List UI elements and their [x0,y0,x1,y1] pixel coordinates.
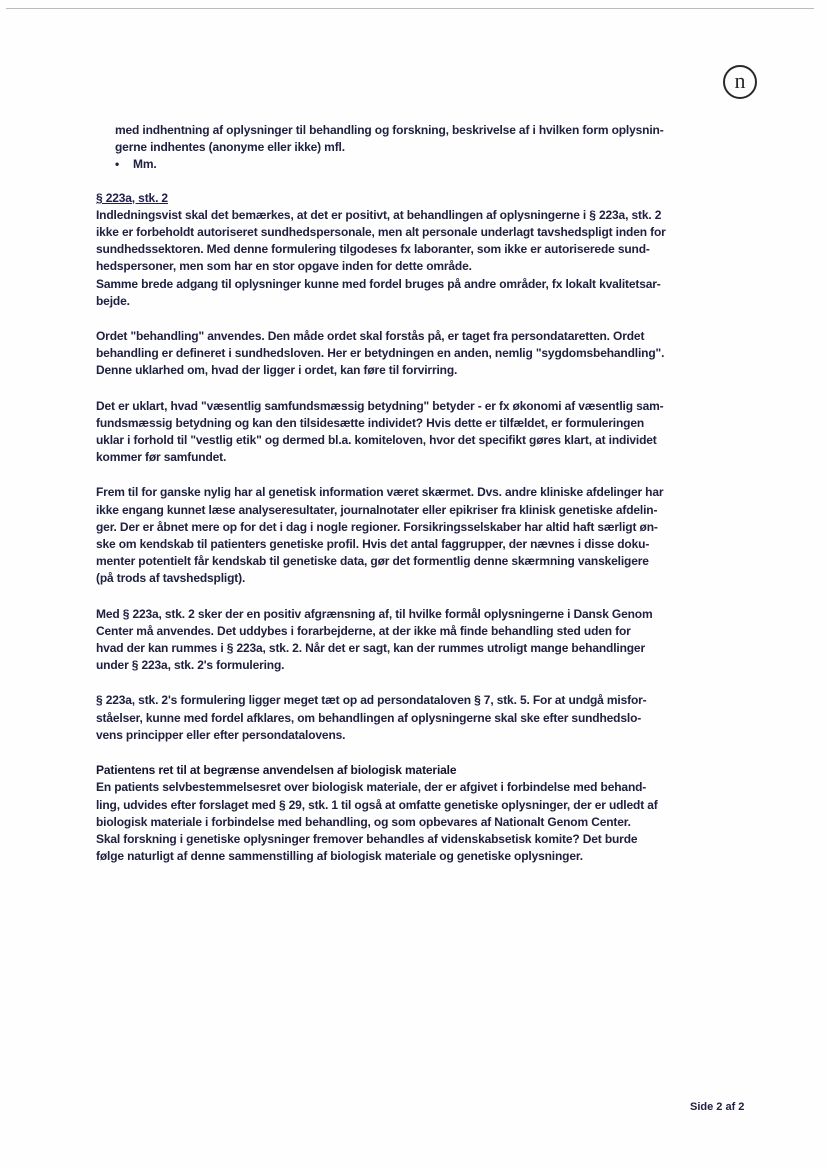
text-line: ger. Der er åbnet mere op for det i dag i nogle regioner. Forsikringsselskaber har altid haft særligt øn- [96,519,658,534]
text-line: Center må anvendes. Det uddybes i forarbejderne, at der ikke må finde behandling sted uden for [96,623,631,638]
text-line: fundsmæssig betydning og kan den tilsidesætte individet? Hvis dette er tilfældet, er formuleringen [96,415,645,430]
text-line: Ordet "behandling" anvendes. Den måde ordet skal forstås på, er taget fra persondataretten. Ordet [96,329,645,344]
text-line: bejde. [96,293,130,308]
paragraph [96,207,696,310]
page-number: Side 2 af 2 [690,1101,745,1113]
text-line: Frem til for ganske nylig har al genetisk information været skærmet. Dvs. andre kliniske afdelinger har [96,485,664,500]
text-line: ikke engang kunnet læse analyseresultater, journalnotater eller epikriser fra klinisk genetiske afdelin- [96,502,658,517]
text-line: Indledningsvist skal det bemærkes, at det er positivt, at behandlingen af oplysningerne i § 223a, stk. 2 [96,207,662,222]
section-patient-rights [96,762,696,865]
bullet-icon: • [115,157,120,172]
text-line: En patients selvbestemmelsesret over biologisk materiale, der er afgivet i forbindelse med behand- [96,780,647,795]
text-line: ske om kendskab til patienters genetiske profil. Hvis det antal faggrupper, der nævnes i disse doku- [96,537,650,552]
text-line: menter potentielt får kendskab til genetiske data, gør det formentlig denne skærmning vanskeligere [96,554,649,569]
text-line: biologisk materiale i forbindelse med behandling, og som opbevares af Nationalt Genom Center. [96,814,631,829]
text-line: hedspersoner, men som har en stor opgave inden for dette område. [96,259,472,274]
logo-letter: n [734,67,746,93]
text-line: under § 223a, stk. 2's formulering. [96,658,285,673]
intro-continued-text [96,122,696,156]
text-line: kommer før samfundet. [96,450,227,465]
list-item-text: Mm. [133,157,157,172]
text-line: Denne uklarhed om, hvad der ligger i ordet, kan føre til forvirring. [96,363,458,378]
section-223a [96,190,696,744]
paragraph [96,328,696,380]
top-divider [6,8,814,9]
text-line: sundhedssektoren. Med denne formulering tilgodeses fx laboranter, som ikke er autoriserede sund- [96,242,650,257]
paragraph [96,692,696,744]
text-line: ling, udvides efter forslaget med § 29, stk. 1 til også at omfatte genetiske oplysninger, der er udledt af [96,797,658,812]
text-line: Med § 223a, stk. 2 sker der en positiv afgrænsning af, til hvilke formål oplysningerne i Dansk Genom [96,606,653,621]
text-line: § 223a, stk. 2's formulering ligger meget tæt op ad persondataloven § 7, stk. 5. For at undgå misfor- [96,693,647,708]
text-line: ikke er forbeholdt autoriseret sundhedspersonale, men alt personale underlagt tavshedspligt inden for [96,225,666,240]
text-line: vens principper eller efter persondatalovens. [96,727,346,742]
text-line: med indhentning af oplysninger til behandling og forskning, beskrivelse af i hvilken form oplysnin- [115,123,664,137]
paragraph [96,398,696,467]
text-line: Skal forskning i genetiske oplysninger fremover behandles af videnskabsetisk komite? Det burde [96,831,638,846]
text-line: uklar i forhold til "vestlig etik" og dermed bl.a. komiteloven, hvor det specifikt gøres klart, at individet [96,433,657,448]
paragraph [96,606,696,675]
paragraph [96,484,696,587]
text-line: følge naturligt af denne sammenstilling af biologisk materiale og genetiske oplysninger. [96,849,583,864]
list-item [96,156,696,173]
section-heading: § 223a, stk. 2 [96,190,168,205]
text-line: Samme brede adgang til oplysninger kunne med fordel bruges på andre områder, fx lokalt kvalitetsar- [96,276,661,291]
section-heading: Patientens ret til at begrænse anvendelsen af biologisk materiale [96,763,457,778]
text-line: ståelser, kunne med fordel afklares, om behandlingen af oplysningerne skal ske efter sundhedslo- [96,710,642,725]
document-body [96,122,696,865]
organization-logo [723,65,757,99]
text-line: Det er uklart, hvad "væsentlig samfundsmæssig betydning" betyder - er fx økonomi af væsentlig sam- [96,398,664,413]
text-line: hvad der kan rummes i § 223a, stk. 2. Når det er sagt, kan der rummes utroligt mange behandlinger [96,641,645,656]
text-line: gerne indhentes (anonyme eller ikke) mfl. [115,140,345,155]
text-line: (på trods af tavshedspligt). [96,571,246,586]
text-line: behandling er defineret i sundhedsloven. Her er betydningen en anden, nemlig "sygdomsbehandling". [96,346,665,361]
